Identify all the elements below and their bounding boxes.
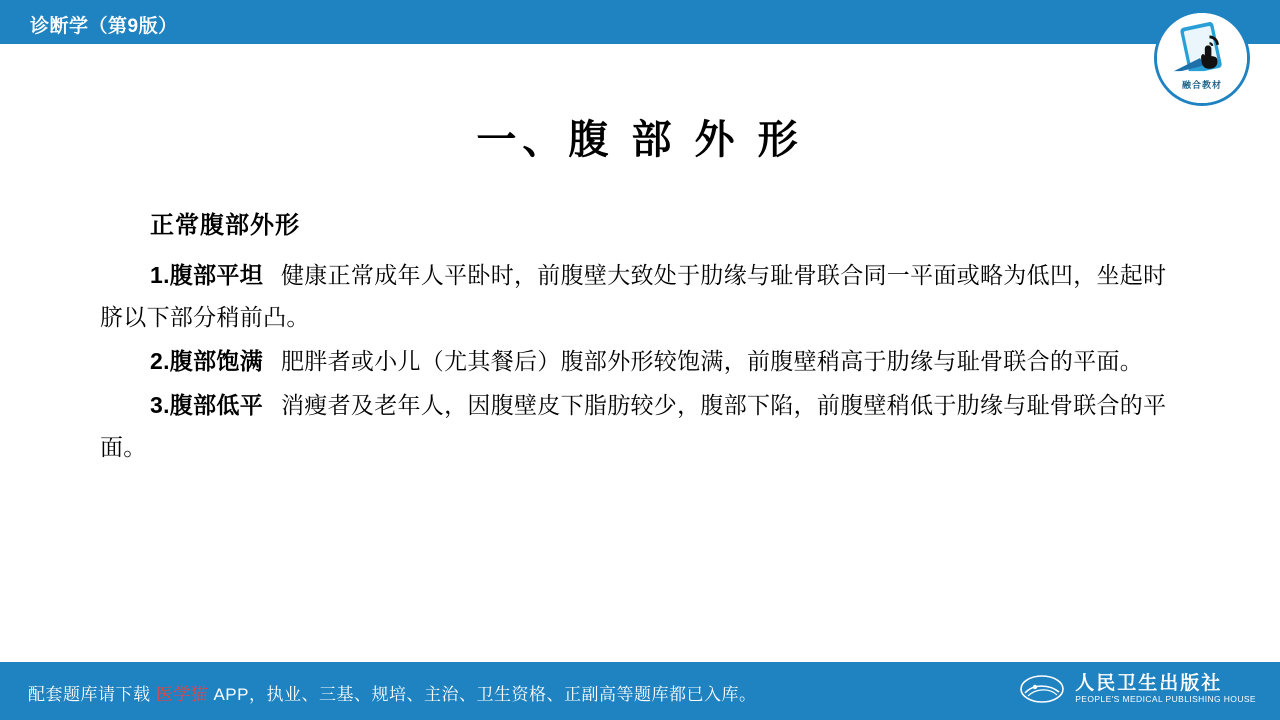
paragraph-3 [100,384,1185,468]
publisher-logo [1019,672,1256,706]
book-title: 诊断学（第9版） [30,16,178,37]
subheading: 正常腹部外形 [150,212,300,239]
paragraph-1-term: 腹部平坦 [169,262,263,288]
header-bar [0,0,1280,44]
paragraph-1-number: 1. [150,262,170,288]
slide-content [100,205,1185,470]
footer-bar [0,662,1280,720]
footer-promo-text [28,680,756,705]
paragraph-3-term: 腹部低平 [169,392,263,418]
publisher-name-cn: 人民卫生出版社 [1075,673,1223,695]
publisher-name-en: PEOPLE'S MEDICAL PUBLISHING HOUSE [1075,694,1256,705]
fusion-textbook-badge [1154,10,1250,106]
footer-text-after: APP，执业、三基、规培、主治、卫生资格、正副高等题库都已入库。 [213,685,757,704]
paragraph-1-text: 健康正常成年人平卧时，前腹壁大致处于肋缘与耻骨联合同一平面或略为低凹，坐起时脐以下部分稍前凸。 [100,262,1167,330]
publisher-names [1075,673,1256,705]
badge-label: 融合教材 [1181,80,1222,90]
publisher-mark-icon [1019,672,1065,706]
paragraph-1 [100,254,1185,338]
paragraph-2-term: 腹部饱满 [169,348,263,374]
paragraph-3-text: 消瘦者及老年人，因腹壁皮下脂肪较少，腹部下陷，前腹壁稍低于肋缘与耻骨联合的平面。 [100,392,1167,460]
footer-app-name: 医学猫 [155,685,209,704]
paragraph-2-number: 2. [150,348,170,374]
page-title: 一、腹 部 外 形 [476,118,804,162]
paragraph-2 [100,340,1185,382]
paragraph-3-number: 3. [150,392,170,418]
paragraph-2-text: 肥胖者或小儿（尤其餐后）腹部外形较饱满，前腹壁稍高于肋缘与耻骨联合的平面。 [281,348,1144,374]
footer-text-before: 配套题库请下载 [28,685,151,704]
